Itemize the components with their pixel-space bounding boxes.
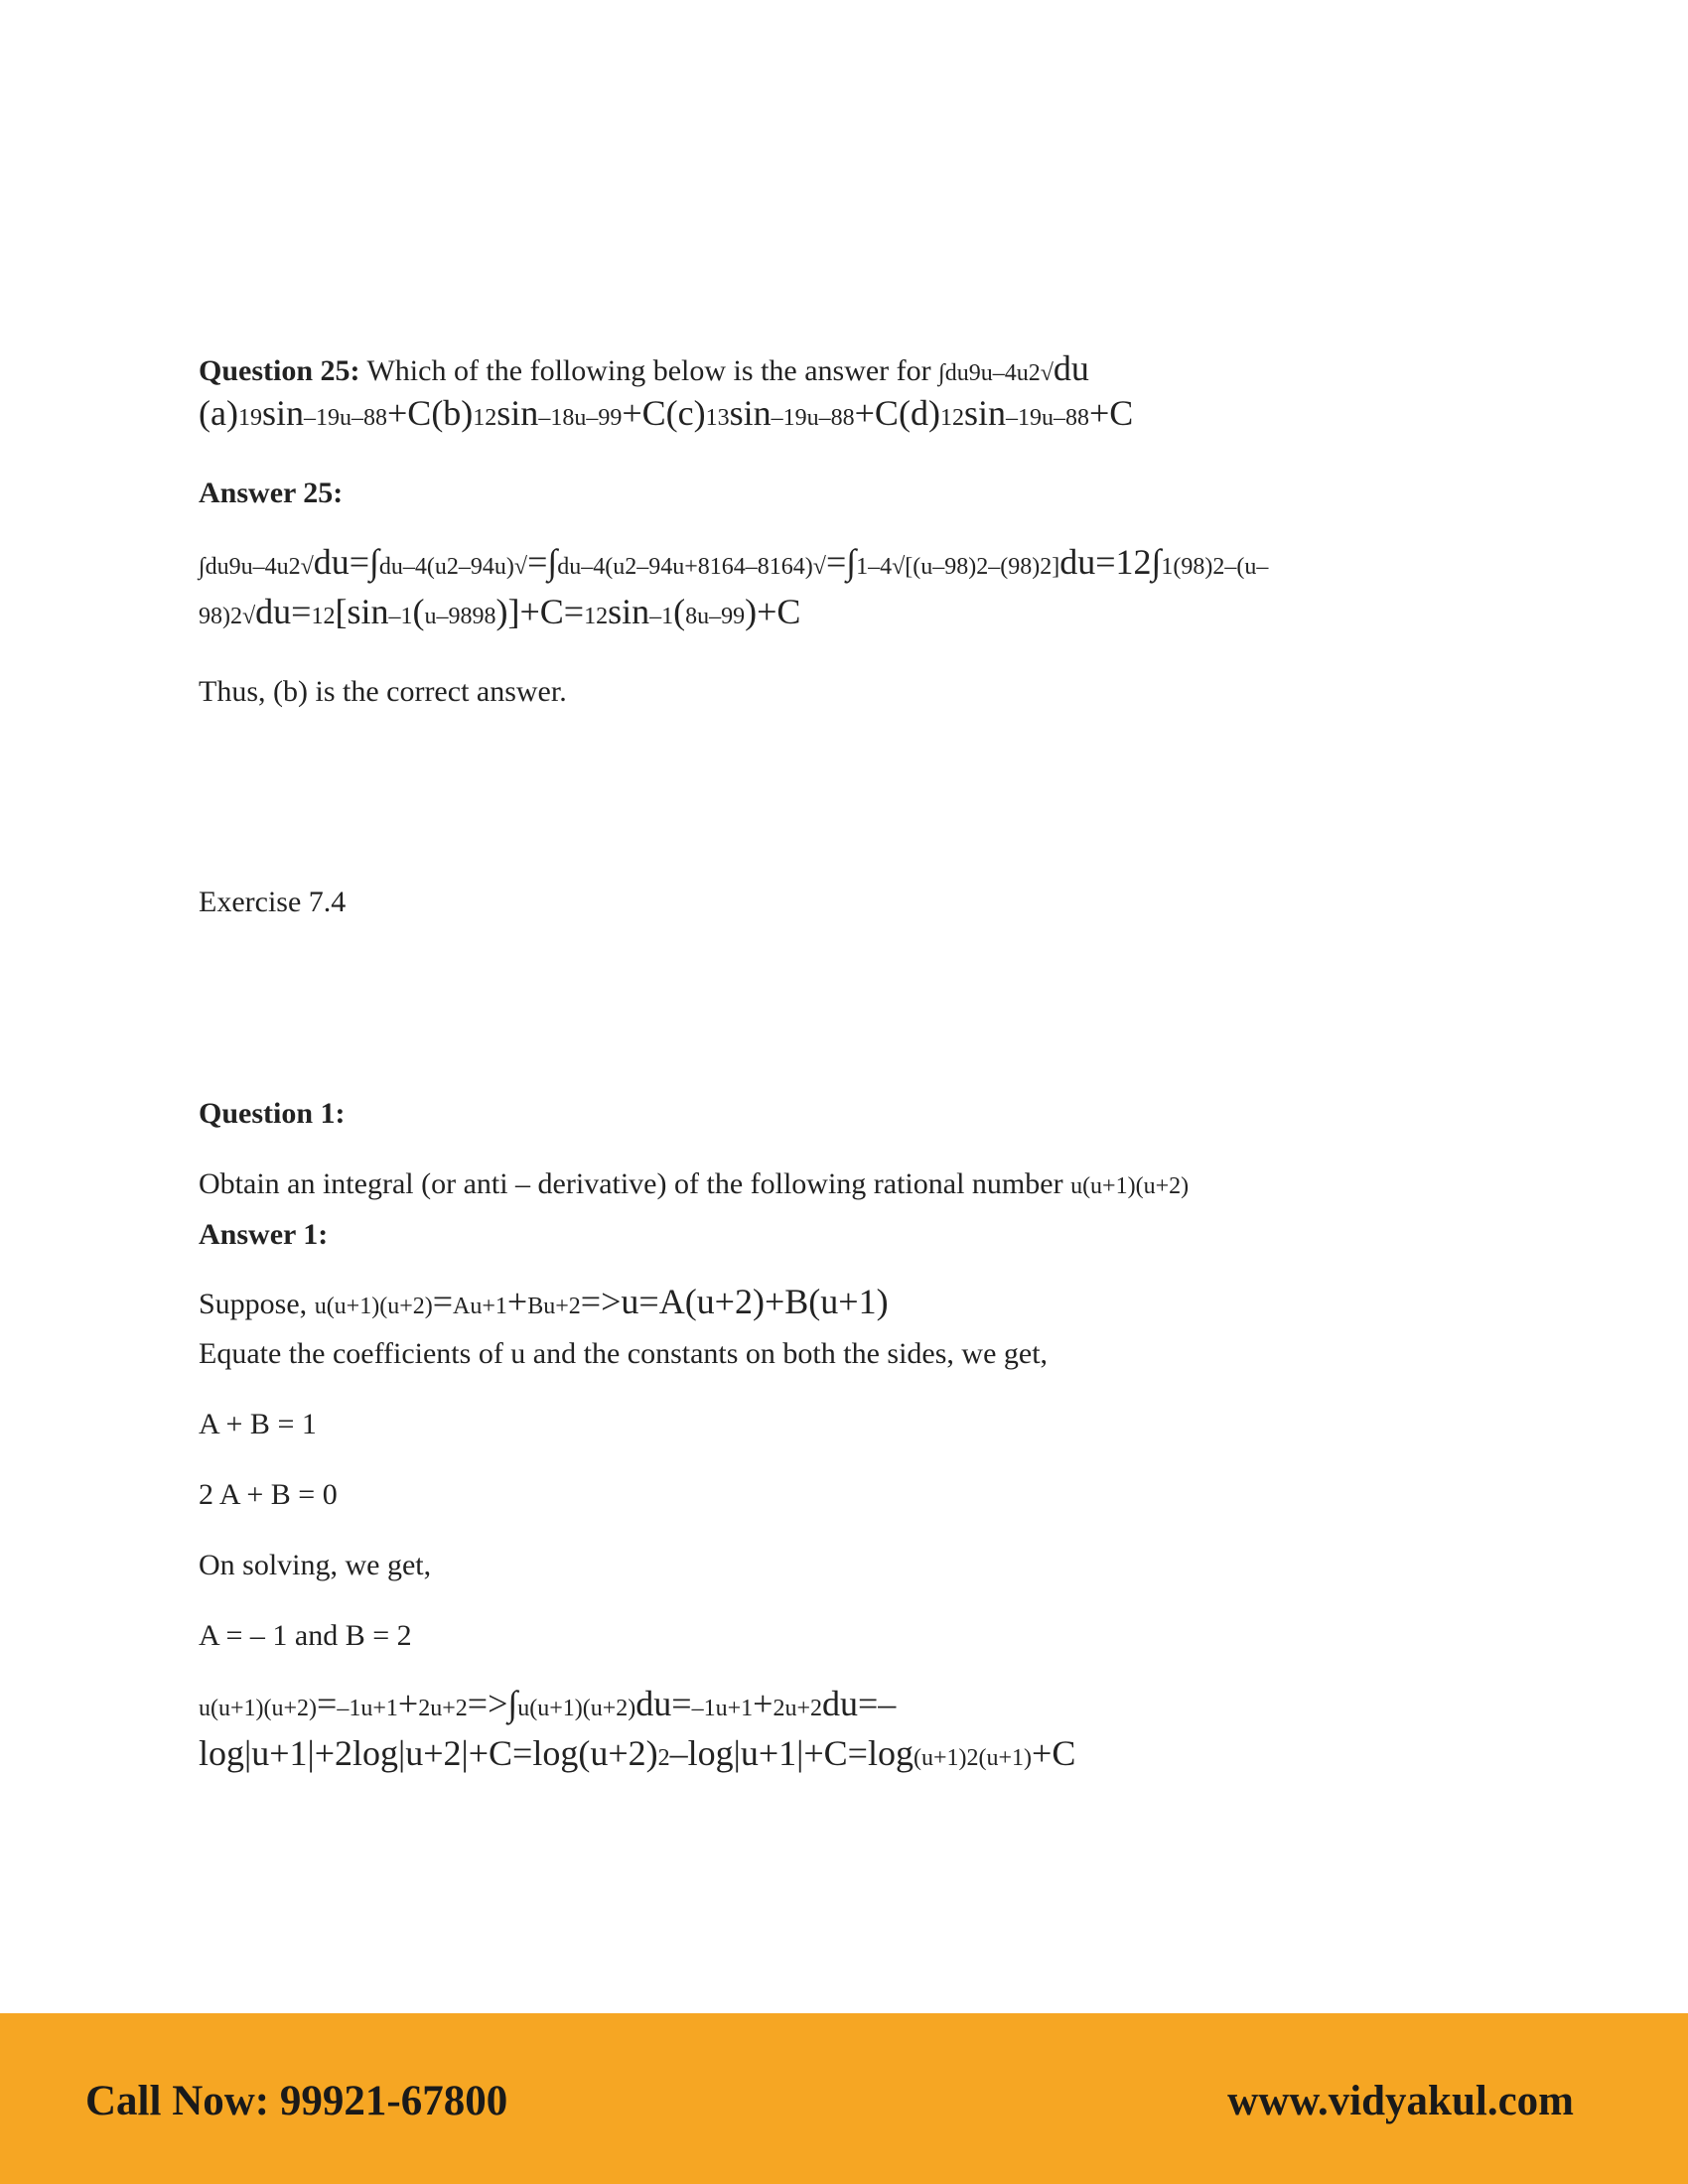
math-segment: 98)2√ xyxy=(199,604,256,629)
math-segment: du=– xyxy=(822,1684,897,1723)
math-segment: 8u–99 xyxy=(685,604,746,629)
math-segment: 2 xyxy=(657,1745,670,1771)
math-segment: =∫ xyxy=(527,542,558,582)
answer-1-final-line-2 xyxy=(199,1732,1075,1774)
math-segment: 2u+2 xyxy=(773,1696,822,1721)
equation-2: 2 A + B = 0 xyxy=(199,1478,338,1511)
option-a: (a)19sin–19u–88+C xyxy=(199,393,432,433)
call-now-link[interactable]: Call Now: 99921-67800 xyxy=(85,2078,508,2124)
math-segment: 1(98)2–(u– xyxy=(1161,554,1269,580)
math-segment: [sin xyxy=(335,592,389,631)
answer-1-equate: Equate the coefficients of u and the constants on both the sides, we get, xyxy=(199,1337,1049,1370)
math-segment: du–4(u2–94u)√ xyxy=(378,554,528,580)
answer-1-result: A = – 1 and B = 2 xyxy=(199,1619,412,1652)
answer-1-solving: On solving, we get, xyxy=(199,1549,432,1581)
question-25-options xyxy=(199,392,1133,434)
math-segment: 12 xyxy=(311,604,336,629)
math-segment: –log|u+1|+C=log xyxy=(669,1733,914,1773)
answer-25-line-2 xyxy=(199,591,800,632)
question-1-label: Question 1: xyxy=(199,1097,346,1130)
math-segment: sin xyxy=(608,592,650,631)
math-segment: ( xyxy=(673,592,686,631)
suppose-text: Suppose, xyxy=(199,1288,315,1320)
math-segment: du=∫ xyxy=(313,542,379,582)
answer-1-suppose xyxy=(199,1281,889,1322)
question-25 xyxy=(199,347,1089,389)
math-segment: u–9898 xyxy=(424,604,496,629)
math-segment: du=12∫ xyxy=(1059,542,1162,582)
math-segment: )]+C= xyxy=(495,592,585,631)
math-segment: –1 xyxy=(388,604,413,629)
math-segment: du= xyxy=(255,592,312,631)
math-segment: 1–4√[(u–98)2–(98)2] xyxy=(856,554,1060,580)
math-segment: Au+1 xyxy=(453,1294,507,1319)
question-25-integral: ∫du9u–4u2√ xyxy=(938,360,1054,386)
math-segment: =>∫ xyxy=(467,1684,518,1723)
math-segment: u(u+1)(u+2) xyxy=(517,1696,636,1721)
math-segment: –1u+1 xyxy=(691,1696,754,1721)
math-segment: ∫du9u–4u2√ xyxy=(199,554,314,580)
question-1-text xyxy=(199,1167,1189,1201)
math-segment: u(u+1)(u+2) xyxy=(199,1696,318,1721)
math-segment: = xyxy=(317,1684,338,1723)
option-d: (d)12sin–19u–88+C xyxy=(898,393,1134,433)
question-25-text: Which of the following below is the answer for xyxy=(359,354,939,387)
math-segment: =∫ xyxy=(825,542,857,582)
math-segment: du= xyxy=(635,1684,692,1723)
math-segment: Bu+2 xyxy=(527,1294,581,1319)
math-segment: –1 xyxy=(649,604,674,629)
option-c: (c)13sin–19u–88+C xyxy=(665,393,899,433)
math-segment: 2u+2 xyxy=(418,1696,468,1721)
math-segment: u(u+1)(u+2) xyxy=(314,1294,433,1319)
math-segment: + xyxy=(506,1282,528,1321)
exercise-heading: Exercise 7.4 xyxy=(199,886,347,918)
math-segment: log|u+1|+2log|u+2|+C=log(u+2) xyxy=(199,1733,658,1773)
math-segment: + xyxy=(753,1684,774,1723)
question-1-body: Obtain an integral (or anti – derivative) of the following rational number xyxy=(199,1167,1071,1200)
math-segment: ( xyxy=(412,592,425,631)
answer-25-label: Answer 25: xyxy=(199,477,344,509)
question-1-expression: u(u+1)(u+2) xyxy=(1070,1173,1190,1199)
footer-banner xyxy=(0,2013,1688,2184)
math-segment: –1u+1 xyxy=(337,1696,398,1721)
option-b: (b)12sin–18u–99+C xyxy=(431,393,666,433)
math-segment: du–4(u2–94u+8164–8164)√ xyxy=(557,554,826,580)
math-segment: +C xyxy=(1032,1733,1076,1773)
math-segment: =>u=A(u+2)+B(u+1) xyxy=(580,1282,889,1321)
answer-25-conclusion: Thus, (b) is the correct answer. xyxy=(199,675,567,708)
answer-1-label: Answer 1: xyxy=(199,1218,329,1251)
answer-1-final-line-1 xyxy=(199,1683,896,1724)
math-segment: )+C xyxy=(745,592,801,631)
question-25-integral-tail: du xyxy=(1053,348,1089,388)
math-segment: (u+1)2(u+1) xyxy=(913,1745,1033,1771)
math-segment: + xyxy=(397,1684,419,1723)
website-link[interactable]: www.vidyakul.com xyxy=(1227,2078,1574,2124)
math-segment: 12 xyxy=(584,604,609,629)
answer-25-line-1 xyxy=(199,541,1268,583)
equation-1: A + B = 1 xyxy=(199,1408,317,1440)
question-25-label: Question 25: xyxy=(199,354,360,387)
math-segment: = xyxy=(432,1282,454,1321)
